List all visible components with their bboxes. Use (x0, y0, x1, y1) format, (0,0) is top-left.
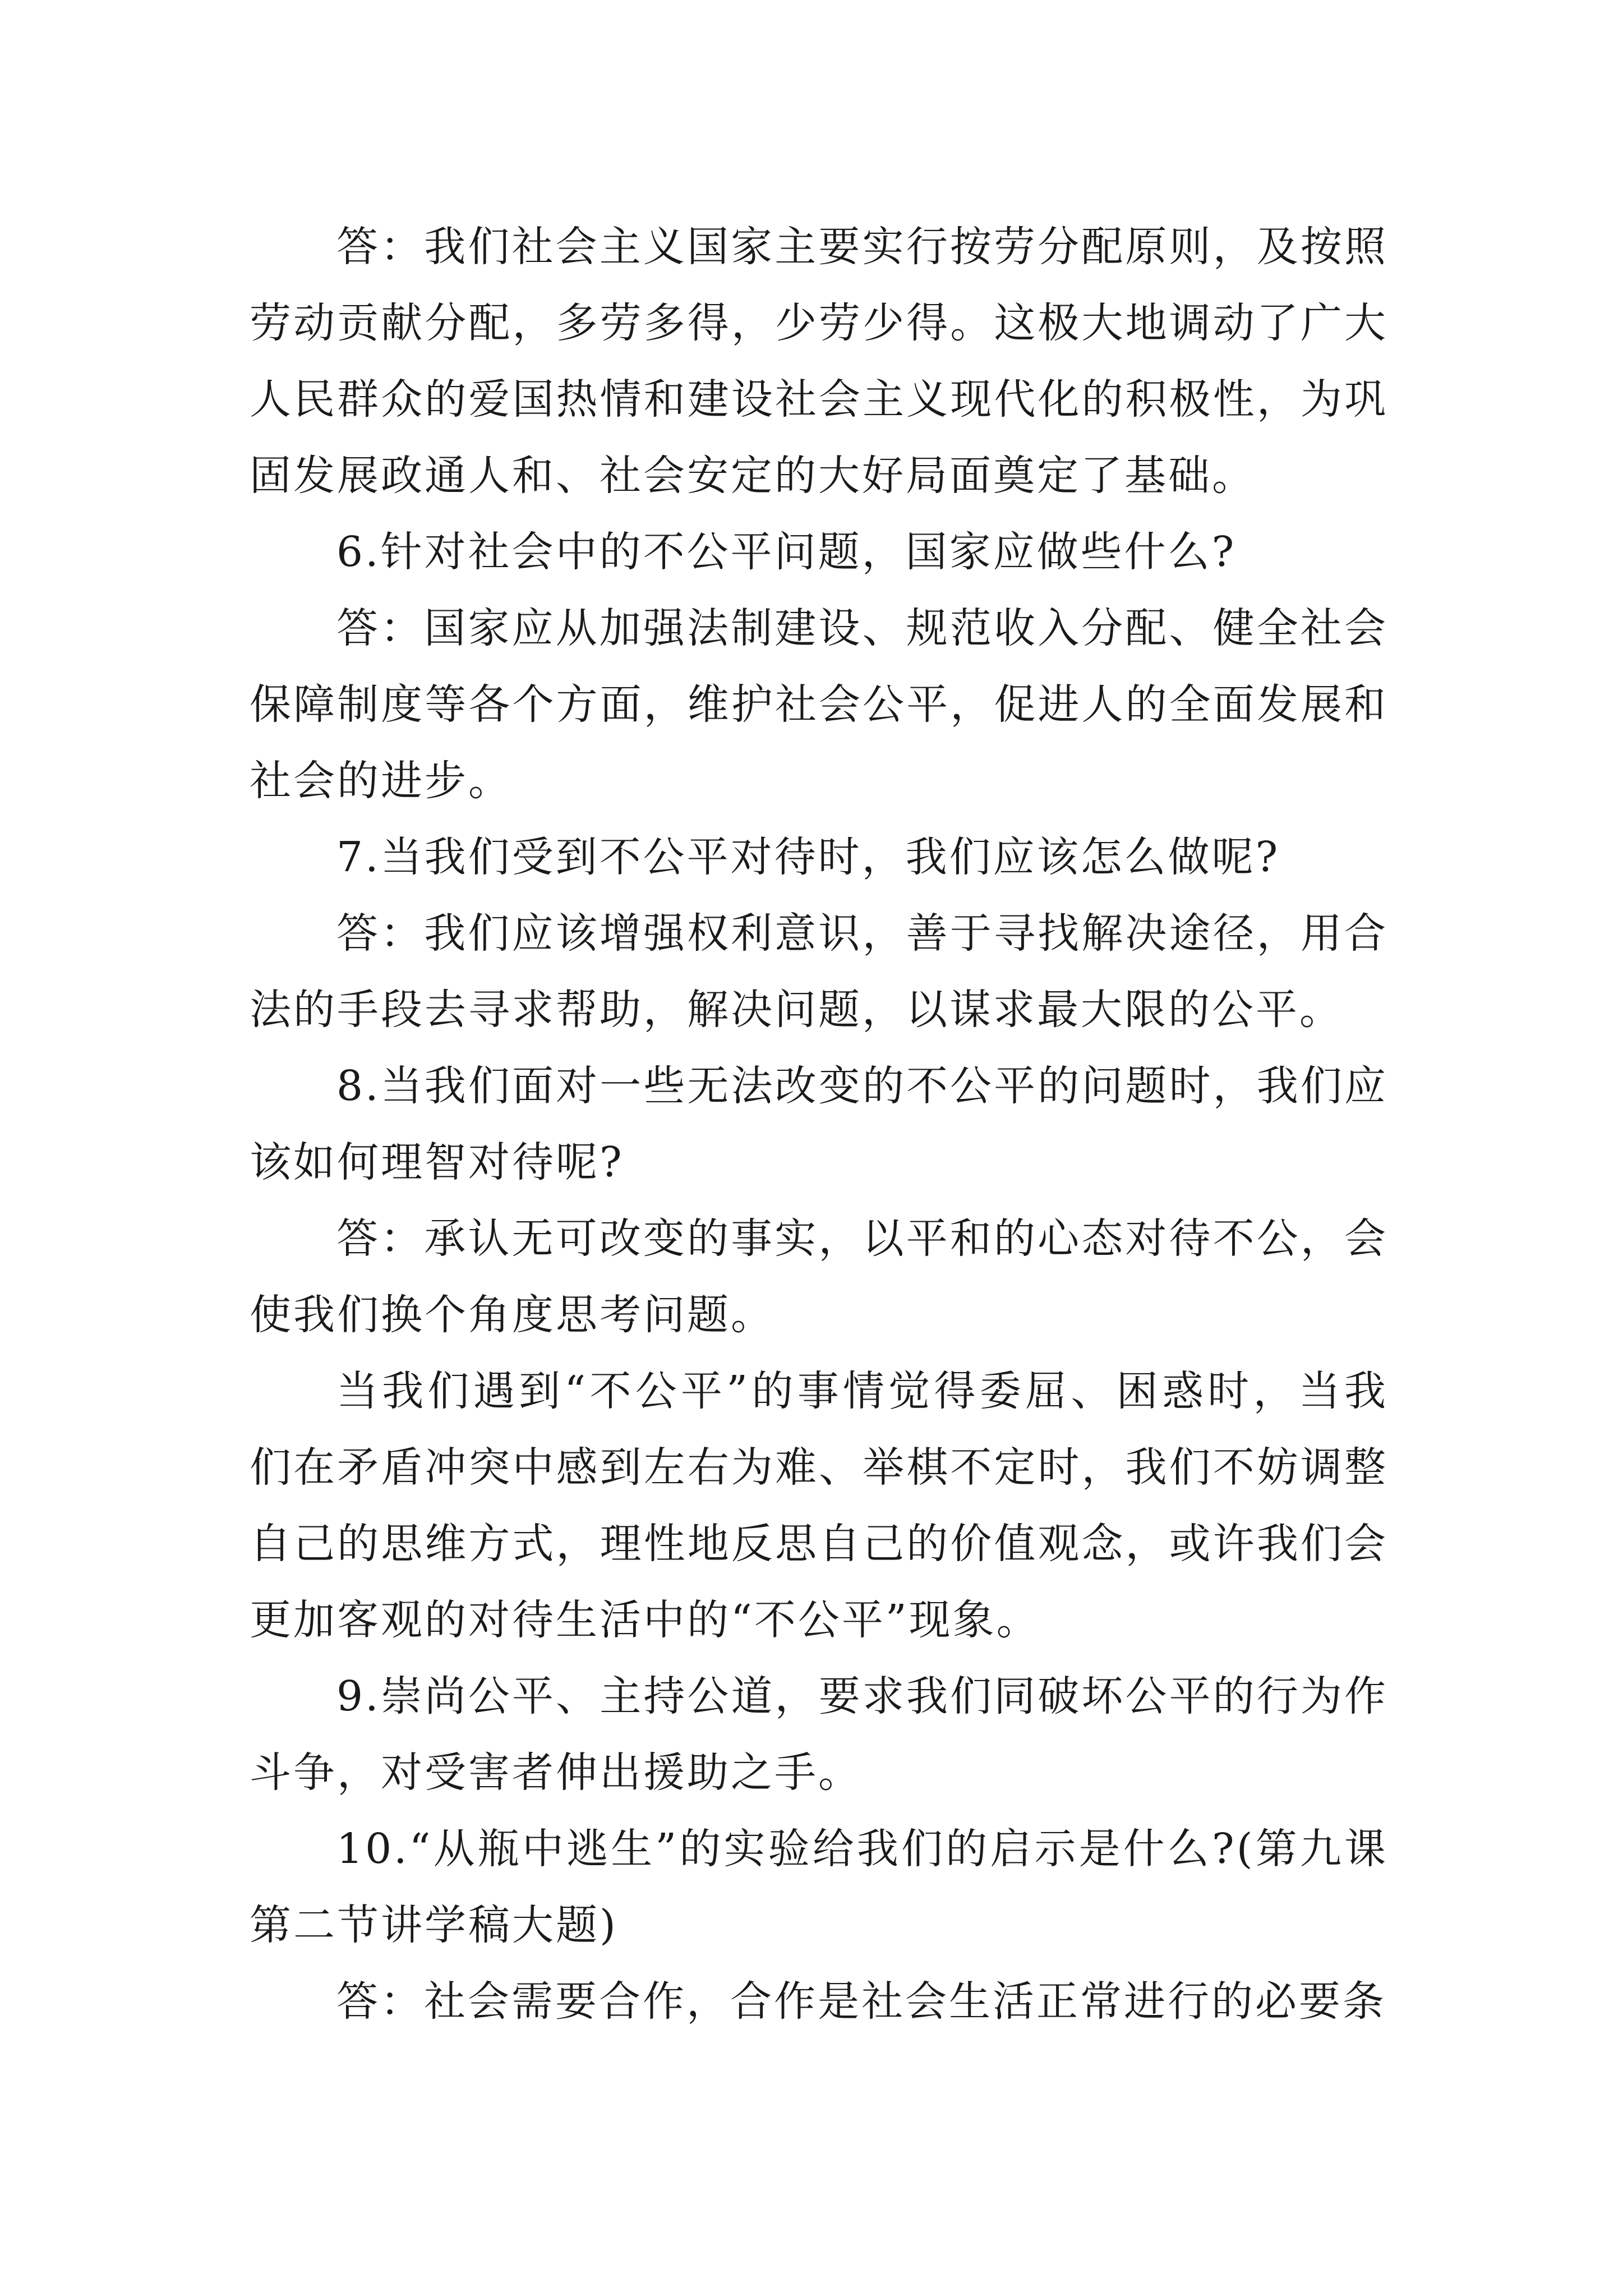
answer-paragraph: 答：社会需要合作，合作是社会生活正常进行的必要条 (336, 1977, 1386, 2026)
question-paragraph: 6.针对社会中的不公平问题，国家应做些什么? (336, 528, 1237, 576)
statement-paragraph: 9.崇尚公平、主持公道，要求我们同破坏公平的行为作斗争，对受害者伸出援助之手。 (250, 1672, 1388, 1797)
body-paragraph: 当我们遇到“不公平”的事情觉得委屈、困惑时，当我们在矛盾冲突中感到左右为难、举棋不定时，我们不妨调整自己的思维方式，理性地反思自己的价值观念，或许我们会更加客观的对待生活中的“不公平”现象。 (250, 1367, 1388, 1644)
answer-paragraph: 答：我们应该增强权利意识，善于寻找解决途径，用合法的手段去寻求帮助，解决问题，以谋求最大限的公平。 (250, 909, 1388, 1034)
question-paragraph: 10.“从瓶中逃生”的实验给我们的启示是什么?(第九课第二节讲学稿大题) (250, 1825, 1388, 1949)
answer-paragraph: 答：国家应从加强法制建设、规范收入分配、健全社会保障制度等各个方面，维护社会公平，促进人的全面发展和社会的进步。 (250, 604, 1388, 805)
question-paragraph: 8.当我们面对一些无法改变的不公平的问题时，我们应该如何理智对待呢? (250, 1062, 1388, 1186)
answer-paragraph: 答：我们社会主义国家主要实行按劳分配原则，及按照劳动贡献分配，多劳多得，少劳少得。这极大地调动了广大人民群众的爱国热情和建设社会主义现代化的积极性，为巩固发展政通人和、社会安定的大好局面奠定了基础。 (250, 223, 1388, 500)
answer-paragraph: 答：承认无可改变的事实，以平和的心态对待不公，会使我们换个角度思考问题。 (250, 1214, 1388, 1339)
question-paragraph: 7.当我们受到不公平对待时，我们应该怎么做呢? (336, 833, 1280, 881)
document-body (250, 209, 1388, 2040)
